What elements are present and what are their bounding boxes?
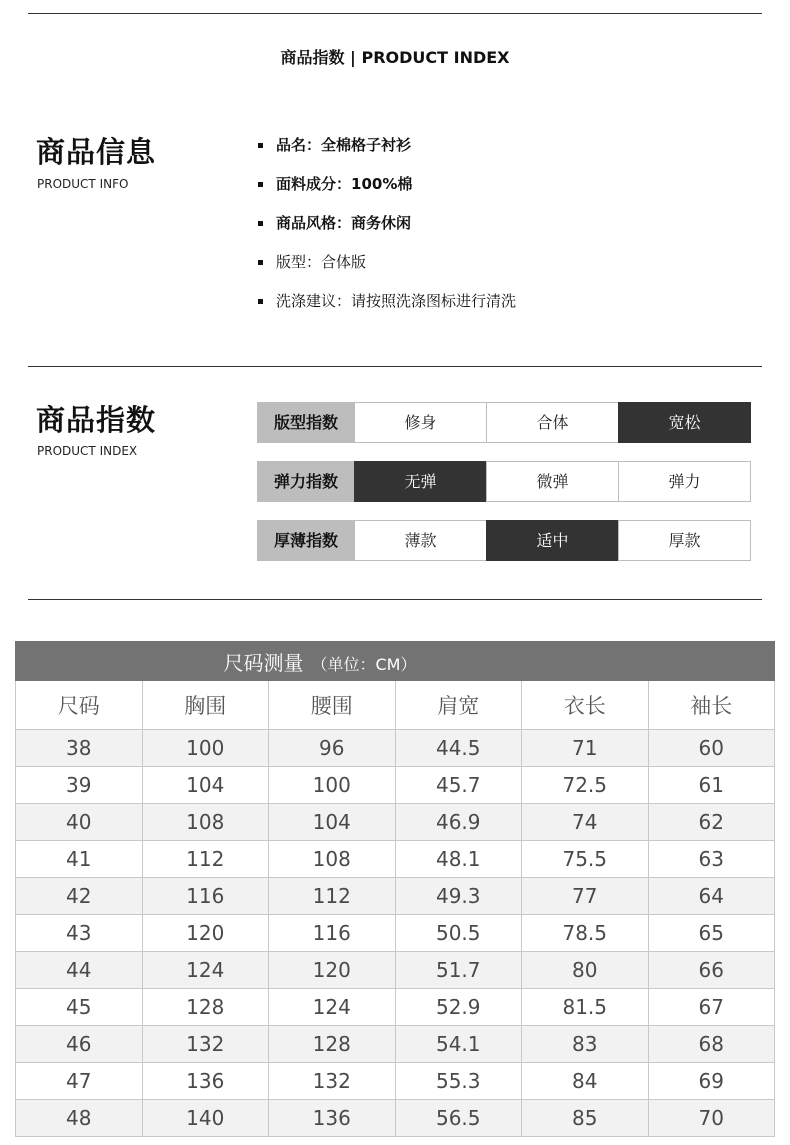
- table-cell: 46: [16, 1026, 143, 1063]
- table-cell: 64: [648, 878, 775, 915]
- table-cell: 75.5: [522, 841, 649, 878]
- info-item-label: 商品风格：: [276, 214, 352, 232]
- table-cell: 96: [269, 730, 396, 767]
- info-item-label: 版型：: [276, 253, 322, 271]
- table-cell: 46.9: [395, 804, 522, 841]
- table-cell: 41: [16, 841, 143, 878]
- table-cell: 71: [522, 730, 649, 767]
- table-cell: 45.7: [395, 767, 522, 804]
- table-cell: 116: [269, 915, 396, 952]
- table-row: [16, 989, 775, 1026]
- size-table-unit: （单位：CM）: [311, 654, 417, 674]
- column-header: 胸围: [142, 681, 269, 730]
- table-cell: 38: [16, 730, 143, 767]
- table-cell: 63: [648, 841, 775, 878]
- table-cell: 43: [16, 915, 143, 952]
- index-row-label: 版型指数: [257, 402, 355, 443]
- table-cell: 40: [16, 804, 143, 841]
- bullet-icon: [258, 143, 263, 148]
- column-header: 衣长: [522, 681, 649, 730]
- column-header: 尺码: [16, 681, 143, 730]
- table-cell: 136: [142, 1063, 269, 1100]
- table-cell: 116: [142, 878, 269, 915]
- section-divider: [28, 599, 762, 600]
- table-cell: 81.5: [522, 989, 649, 1026]
- table-cell: 112: [269, 878, 396, 915]
- table-cell: 67: [648, 989, 775, 1026]
- column-header: 肩宽: [395, 681, 522, 730]
- index-option: 薄款: [354, 520, 487, 561]
- info-item-value: 全棉格子衬衫: [321, 136, 412, 154]
- section-divider: [28, 366, 762, 367]
- index-section-subtitle: PRODUCT INDEX: [37, 444, 138, 458]
- table-row: [16, 952, 775, 989]
- table-row: [16, 878, 775, 915]
- table-cell: 100: [269, 767, 396, 804]
- table-cell: 74: [522, 804, 649, 841]
- table-cell: 84: [522, 1063, 649, 1100]
- table-cell: 112: [142, 841, 269, 878]
- info-item-label: 洗涤建议：: [276, 292, 352, 310]
- table-cell: 69: [648, 1063, 775, 1100]
- index-option: 合体: [486, 402, 619, 443]
- table-cell: 77: [522, 878, 649, 915]
- table-cell: 44.5: [395, 730, 522, 767]
- info-item-value: 合体版: [321, 253, 367, 271]
- table-cell: 48: [16, 1100, 143, 1137]
- table-cell: 108: [269, 841, 396, 878]
- index-option-selected: 适中: [486, 520, 619, 561]
- table-cell: 128: [269, 1026, 396, 1063]
- index-section-title: 商品指数: [36, 403, 157, 437]
- index-option: 微弹: [486, 461, 619, 502]
- table-cell: 61: [648, 767, 775, 804]
- table-cell: 140: [142, 1100, 269, 1137]
- table-cell: 39: [16, 767, 143, 804]
- info-section-title: 商品信息: [36, 135, 157, 169]
- table-cell: 66: [648, 952, 775, 989]
- table-cell: 45: [16, 989, 143, 1026]
- bullet-icon: [258, 182, 263, 187]
- table-cell: 52.9: [395, 989, 522, 1026]
- table-row: [16, 841, 775, 878]
- info-item: [258, 172, 516, 211]
- column-header: 腰围: [269, 681, 396, 730]
- table-cell: 56.5: [395, 1100, 522, 1137]
- table-cell: 120: [269, 952, 396, 989]
- table-row: [16, 1063, 775, 1100]
- info-section-subtitle: PRODUCT INFO: [37, 177, 129, 191]
- table-cell: 62: [648, 804, 775, 841]
- bullet-icon: [258, 260, 263, 265]
- table-cell: 132: [142, 1026, 269, 1063]
- table-row: [16, 730, 775, 767]
- table-cell: 120: [142, 915, 269, 952]
- table-cell: 78.5: [522, 915, 649, 952]
- table-row: [16, 767, 775, 804]
- table-cell: 72.5: [522, 767, 649, 804]
- table-cell: 51.7: [395, 952, 522, 989]
- size-table-header-row: [16, 681, 775, 730]
- index-row: [257, 520, 751, 561]
- product-index-grid: [257, 402, 751, 579]
- table-cell: 49.3: [395, 878, 522, 915]
- table-cell: 124: [142, 952, 269, 989]
- bullet-icon: [258, 299, 263, 304]
- size-table-title: 尺码测量: [223, 650, 304, 675]
- info-item: [258, 250, 516, 289]
- table-row: [16, 1026, 775, 1063]
- info-item-value: 商务休闲: [351, 214, 412, 232]
- page-title: 商品指数 | PRODUCT INDEX: [280, 48, 510, 67]
- info-item-value: 请按照洗涤图标进行清洗: [351, 292, 517, 310]
- table-cell: 60: [648, 730, 775, 767]
- index-row-label: 弹力指数: [257, 461, 355, 502]
- table-cell: 136: [269, 1100, 396, 1137]
- product-info-list: [258, 133, 516, 328]
- table-cell: 128: [142, 989, 269, 1026]
- index-option-selected: 宽松: [618, 402, 751, 443]
- top-divider: [28, 13, 762, 14]
- table-cell: 47: [16, 1063, 143, 1100]
- table-cell: 100: [142, 730, 269, 767]
- table-cell: 48.1: [395, 841, 522, 878]
- table-row: [16, 915, 775, 952]
- table-cell: 50.5: [395, 915, 522, 952]
- index-option: 厚款: [618, 520, 751, 561]
- table-cell: 68: [648, 1026, 775, 1063]
- table-cell: 55.3: [395, 1063, 522, 1100]
- index-option: 修身: [354, 402, 487, 443]
- index-row: [257, 402, 751, 443]
- info-item-value: 100%棉: [351, 175, 413, 193]
- table-row: [16, 804, 775, 841]
- table-cell: 44: [16, 952, 143, 989]
- info-item-label: 面料成分：: [276, 175, 352, 193]
- table-cell: 65: [648, 915, 775, 952]
- table-cell: 42: [16, 878, 143, 915]
- index-row: [257, 461, 751, 502]
- info-item: [258, 133, 516, 172]
- table-row: [16, 1100, 775, 1137]
- index-option: 弹力: [618, 461, 751, 502]
- size-table-caption: [16, 642, 775, 681]
- column-header: 袖长: [648, 681, 775, 730]
- table-cell: 80: [522, 952, 649, 989]
- table-cell: 54.1: [395, 1026, 522, 1063]
- table-cell: 124: [269, 989, 396, 1026]
- info-item-label: 品名：: [276, 136, 322, 154]
- table-cell: 108: [142, 804, 269, 841]
- table-cell: 70: [648, 1100, 775, 1137]
- index-row-label: 厚薄指数: [257, 520, 355, 561]
- bullet-icon: [258, 221, 263, 226]
- table-cell: 85: [522, 1100, 649, 1137]
- index-option-selected: 无弹: [354, 461, 487, 502]
- info-item: [258, 211, 516, 250]
- table-cell: 83: [522, 1026, 649, 1063]
- size-table: [15, 641, 775, 1137]
- table-cell: 132: [269, 1063, 396, 1100]
- info-item: [258, 289, 516, 328]
- table-cell: 104: [269, 804, 396, 841]
- table-cell: 104: [142, 767, 269, 804]
